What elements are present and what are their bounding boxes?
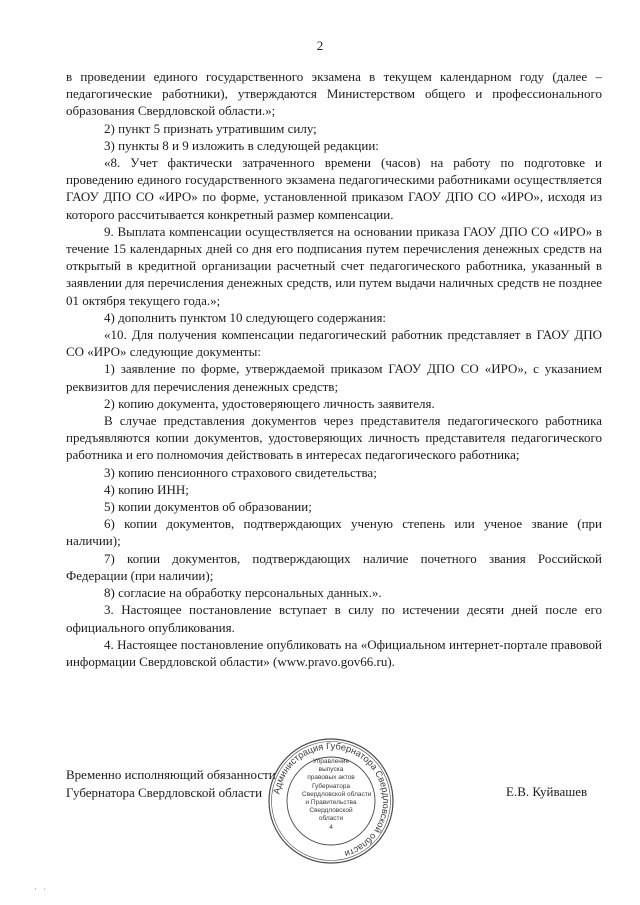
signatory-title-line: Губернатора Свердловской области [66,785,263,800]
paragraph: в проведении единого государственного экзамена в текущем календарном году (далее – педагогические работники), утверждаются Министерством общего и профессионального образования Свердловской области.»; [66,69,602,119]
paragraph: 5) копии документов об образовании; [104,499,312,515]
page-number: 2 [316,38,324,53]
paragraph: 9. Выплата компенсации осуществляется на основании приказа ГАОУ ДПО СО «ИРО» в течение 15 календарных дней со дня его подписания путем перечисления денежных средств на открытый в кредитной организации расчетный счет педагогического работника, указанный в заявлении для перечисления денежных средств, или путем выдачи наличных средств не позднее 01 октября текущего года.»; [66,223,602,308]
paragraph: 3) копию пенсионного страхового свидетельства; [104,464,377,480]
paragraph: «8. Учет фактически затраченного времени (часов) на работу по подготовке и проведению единого государственного экзамена педагогическими работниками осуществляется ГАОУ ДПО СО «ИРО» по форме, установленной приказом ГАОУ ДПО СО «ИРО», исходя из которого рассчитывается конкретный размер компенсации. [66,155,602,222]
paragraph: 3) пункты 8 и 9 изложить в следующей редакции: [104,137,379,153]
scan-mark: · · [34,884,49,894]
paragraph: 3. Настоящее постановление вступает в силу по истечении десяти дней после его официального опубликования. [66,602,602,635]
paragraph: 2) пункт 5 признать утратившим силу; [104,120,317,136]
official-seal [266,736,396,866]
paragraph: 4) дополнить пунктом 10 следующего содержания: [104,309,387,325]
paragraph: 4. Настоящее постановление опубликовать на «Официальном интернет-портале правовой информации Свердловской области» (www.pravo.gov66.ru). [66,636,602,669]
paragraph: «10. Для получения компенсации педагогический работник представляет в ГАОУ ДПО СО «ИРО» следующие документы: [66,327,602,360]
signer-name: Е.В. Куйвашев [506,784,588,799]
paragraph: 4) копию ИНН; [104,481,189,497]
signatory-title [66,766,276,802]
paragraph: 6) копии документов, подтверждающих ученую степень или ученое звание (при наличии); [66,516,602,549]
seal-inner-text: Управление выпуска правовых актов Губернатора Свердловской области и Правительства Свердловской области 4 [302,758,372,831]
paragraph: В случае представления документов через представителя педагогического работника предъявляются копии документов, удостоверяющих личность представителя педагогического работника и его полномочия действовать в интересах педагогического работника; [66,413,602,463]
paragraph: 2) копию документа, удостоверяющего личность заявителя. [104,395,435,411]
document-body [66,68,602,670]
signatory-title-line: Временно исполняющий обязанности [66,767,276,782]
paragraph: 8) согласие на обработку персональных данных.». [104,585,382,601]
paragraph: 7) копии документов, подтверждающих наличие почетного звания Российской Федерации (при наличии); [66,550,602,583]
seal-ring-text: Администрация Губернатора Свердловской области [271,740,392,860]
paragraph: 1) заявление по форме, утверждаемой приказом ГАОУ ДПО СО «ИРО», с указанием реквизитов для перечисления денежных средств; [66,361,602,394]
